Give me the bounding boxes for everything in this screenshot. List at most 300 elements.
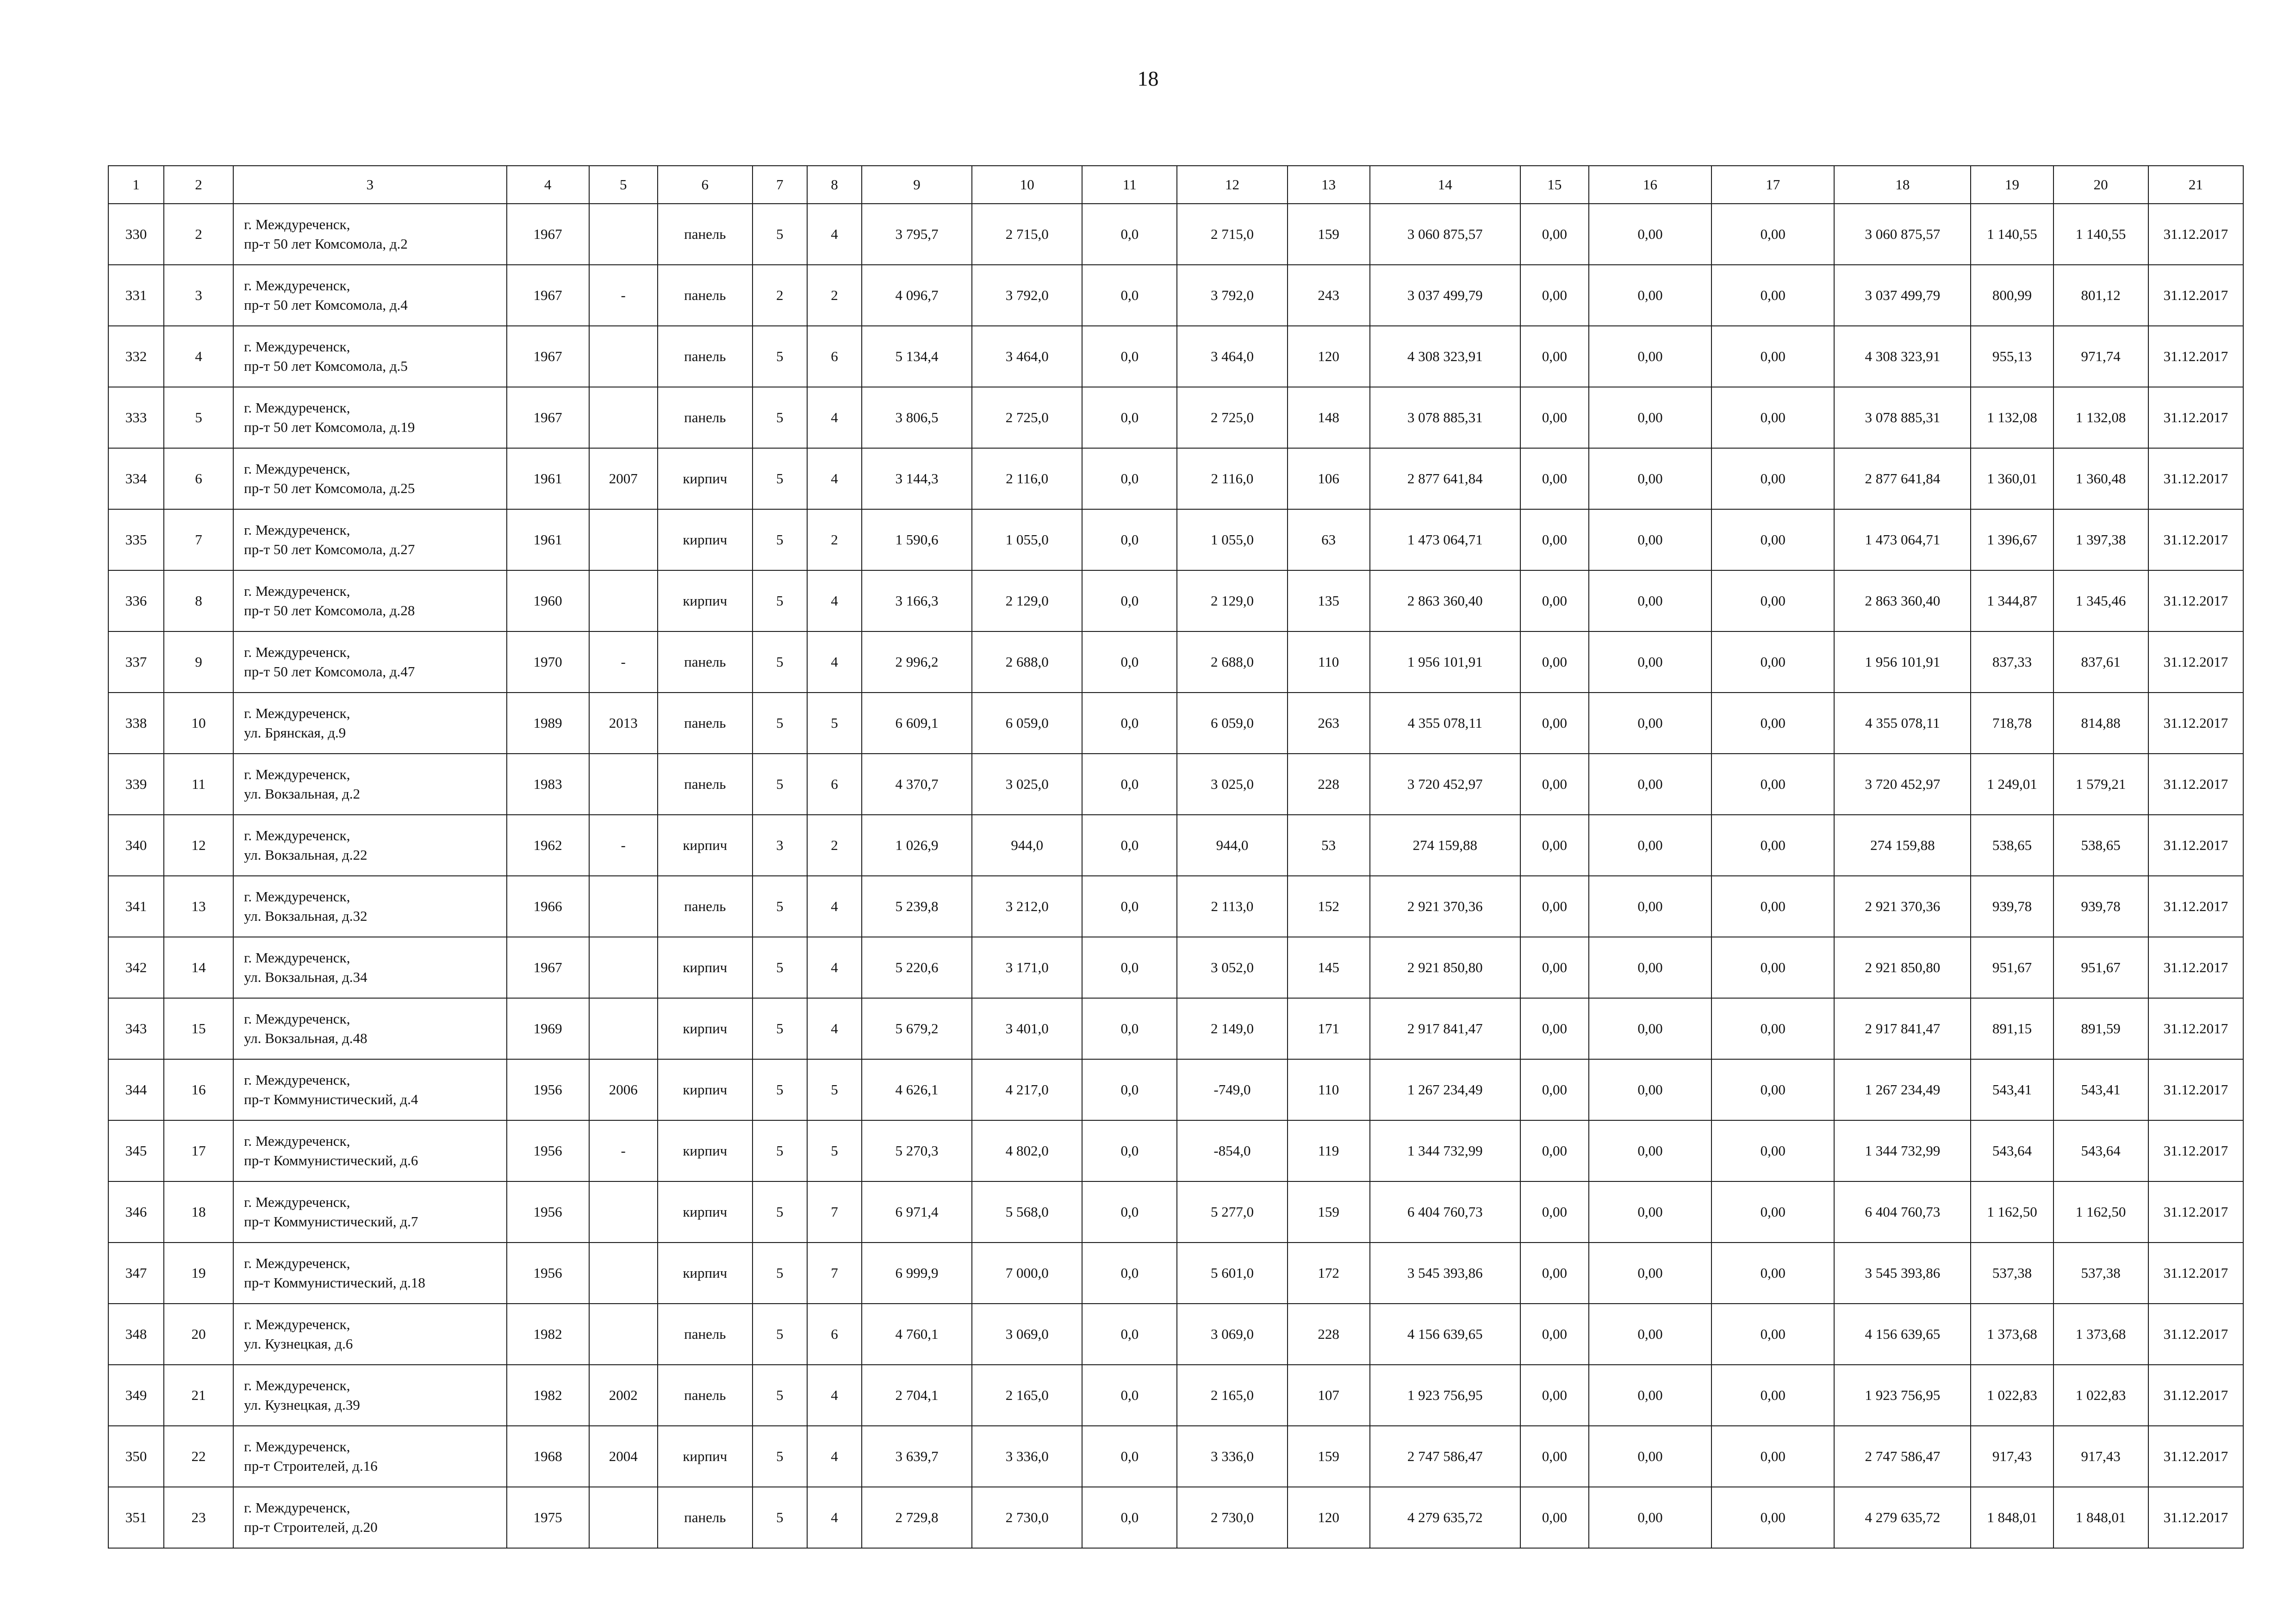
cell-col-12: 5 601,0 — [1177, 1243, 1287, 1304]
table-row — [108, 1243, 2243, 1304]
cell-sub-number: 13 — [164, 876, 233, 937]
cell-col-14: 3 060 875,57 — [1370, 204, 1520, 265]
cell-total-area: 3 795,7 — [862, 204, 972, 265]
cell-floors: 5 — [753, 1304, 807, 1365]
cell-col-12: 3 336,0 — [1177, 1426, 1287, 1487]
cell-entrances: 5 — [807, 693, 862, 754]
cell-col-17: 0,00 — [1711, 754, 1834, 815]
cell-col-12: 3 792,0 — [1177, 265, 1287, 326]
address-street: ул. Вокзальная, д.48 — [244, 1030, 367, 1046]
cell-col-12: 2 725,0 — [1177, 387, 1287, 448]
cell-address — [233, 876, 506, 937]
cell-col-12: 2 116,0 — [1177, 448, 1287, 509]
cell-total-area: 5 134,4 — [862, 326, 972, 387]
cell-col-17: 0,00 — [1711, 326, 1834, 387]
cell-address — [233, 387, 506, 448]
cell-date: 31.12.2017 — [2148, 693, 2243, 754]
cell-renovation-year — [589, 204, 658, 265]
cell-col-19: 537,38 — [1971, 1243, 2053, 1304]
cell-wall-material: панель — [658, 1487, 753, 1548]
table-row — [108, 876, 2243, 937]
address-city: г. Междуреченск, — [244, 1499, 350, 1516]
cell-col-20: 543,64 — [2053, 1120, 2148, 1181]
cell-entrances: 4 — [807, 1365, 862, 1426]
cell-col-18: 2 921 850,80 — [1834, 937, 1971, 998]
page-number: 18 — [1137, 67, 1159, 90]
cell-col-11: 0,0 — [1082, 1365, 1177, 1426]
cell-col-20: 1 373,68 — [2053, 1304, 2148, 1365]
cell-col-12: -854,0 — [1177, 1120, 1287, 1181]
cell-sub-number: 17 — [164, 1120, 233, 1181]
address-city: г. Междуреченск, — [244, 1377, 350, 1393]
cell-col-15: 0,00 — [1520, 1487, 1589, 1548]
address-city: г. Междуреченск, — [244, 949, 350, 966]
cell-wall-material: панель — [658, 754, 753, 815]
cell-address — [233, 326, 506, 387]
address-city: г. Междуреченск, — [244, 1194, 350, 1210]
cell-col-17: 0,00 — [1711, 1304, 1834, 1365]
cell-row-number: 349 — [108, 1365, 164, 1426]
cell-sub-number: 16 — [164, 1059, 233, 1120]
cell-date: 31.12.2017 — [2148, 1059, 2243, 1120]
address-street: пр-т Коммунистический, д.4 — [244, 1091, 418, 1107]
cell-row-number: 345 — [108, 1120, 164, 1181]
cell-col-13: 228 — [1288, 754, 1370, 815]
cell-col-11: 0,0 — [1082, 265, 1177, 326]
cell-address — [233, 448, 506, 509]
cell-build-year: 1970 — [507, 631, 589, 693]
address-city: г. Междуреченск, — [244, 583, 350, 599]
cell-floors: 5 — [753, 1059, 807, 1120]
cell-col-18: 3 060 875,57 — [1834, 204, 1971, 265]
cell-build-year: 1961 — [507, 509, 589, 570]
cell-address — [233, 754, 506, 815]
cell-col-12: 5 277,0 — [1177, 1181, 1287, 1243]
table-row — [108, 265, 2243, 326]
address-street: ул. Брянская, д.9 — [244, 725, 346, 741]
cell-floors: 5 — [753, 1243, 807, 1304]
cell-col-11: 0,0 — [1082, 693, 1177, 754]
table-header-cell: 7 — [753, 166, 807, 204]
address-city: г. Междуреченск, — [244, 1255, 350, 1271]
table-header-cell: 4 — [507, 166, 589, 204]
cell-col-16: 0,00 — [1589, 387, 1711, 448]
cell-renovation-year — [589, 1304, 658, 1365]
cell-col-13: 120 — [1288, 1487, 1370, 1548]
table-header-cell: 2 — [164, 166, 233, 204]
cell-col-14: 4 156 639,65 — [1370, 1304, 1520, 1365]
cell-col-20: 939,78 — [2053, 876, 2148, 937]
cell-col-16: 0,00 — [1589, 876, 1711, 937]
cell-total-area: 3 639,7 — [862, 1426, 972, 1487]
cell-col-14: 3 720 452,97 — [1370, 754, 1520, 815]
cell-living-area: 3 212,0 — [972, 876, 1082, 937]
cell-total-area: 2 704,1 — [862, 1365, 972, 1426]
cell-col-11: 0,0 — [1082, 1243, 1177, 1304]
cell-floors: 5 — [753, 326, 807, 387]
cell-total-area: 2 729,8 — [862, 1487, 972, 1548]
cell-col-19: 1 344,87 — [1971, 570, 2053, 631]
cell-col-13: 110 — [1288, 631, 1370, 693]
cell-wall-material: кирпич — [658, 998, 753, 1059]
cell-living-area: 2 715,0 — [972, 204, 1082, 265]
cell-col-18: 1 956 101,91 — [1834, 631, 1971, 693]
cell-col-13: 120 — [1288, 326, 1370, 387]
cell-col-20: 814,88 — [2053, 693, 2148, 754]
cell-renovation-year — [589, 387, 658, 448]
cell-build-year: 1968 — [507, 1426, 589, 1487]
cell-living-area: 2 730,0 — [972, 1487, 1082, 1548]
cell-col-13: 148 — [1288, 387, 1370, 448]
cell-col-19: 837,33 — [1971, 631, 2053, 693]
cell-address — [233, 1487, 506, 1548]
cell-date: 31.12.2017 — [2148, 631, 2243, 693]
cell-build-year: 1962 — [507, 815, 589, 876]
table-header-cell: 16 — [1589, 166, 1711, 204]
address-street: пр-т 50 лет Комсомола, д.5 — [244, 358, 408, 374]
address-street: пр-т 50 лет Комсомола, д.4 — [244, 297, 408, 313]
cell-renovation-year: - — [589, 265, 658, 326]
cell-renovation-year: - — [589, 631, 658, 693]
cell-col-13: 159 — [1288, 1181, 1370, 1243]
cell-col-12: 3 464,0 — [1177, 326, 1287, 387]
cell-col-12: -749,0 — [1177, 1059, 1287, 1120]
cell-col-12: 2 730,0 — [1177, 1487, 1287, 1548]
cell-address — [233, 204, 506, 265]
address-street: ул. Вокзальная, д.22 — [244, 847, 367, 863]
cell-col-17: 0,00 — [1711, 1487, 1834, 1548]
cell-col-17: 0,00 — [1711, 815, 1834, 876]
cell-renovation-year — [589, 937, 658, 998]
cell-col-15: 0,00 — [1520, 998, 1589, 1059]
cell-build-year: 1975 — [507, 1487, 589, 1548]
cell-col-20: 837,61 — [2053, 631, 2148, 693]
cell-address — [233, 1059, 506, 1120]
table-row — [108, 448, 2243, 509]
table-body — [108, 204, 2243, 1548]
cell-build-year: 1982 — [507, 1304, 589, 1365]
cell-col-16: 0,00 — [1589, 1365, 1711, 1426]
cell-col-15: 0,00 — [1520, 754, 1589, 815]
cell-col-15: 0,00 — [1520, 265, 1589, 326]
address-city: г. Междуреченск, — [244, 400, 350, 416]
cell-renovation-year: 2002 — [589, 1365, 658, 1426]
table-row — [108, 1365, 2243, 1426]
cell-date: 31.12.2017 — [2148, 1487, 2243, 1548]
housing-register-table — [108, 165, 2244, 1549]
cell-wall-material: кирпич — [658, 937, 753, 998]
cell-col-20: 1 132,08 — [2053, 387, 2148, 448]
table-header-cell: 19 — [1971, 166, 2053, 204]
cell-date: 31.12.2017 — [2148, 1243, 2243, 1304]
address-city: г. Междуреченск, — [244, 461, 350, 477]
cell-address — [233, 265, 506, 326]
cell-row-number: 347 — [108, 1243, 164, 1304]
cell-col-20: 1 140,55 — [2053, 204, 2148, 265]
cell-col-12: 944,0 — [1177, 815, 1287, 876]
cell-col-15: 0,00 — [1520, 1243, 1589, 1304]
cell-col-13: 152 — [1288, 876, 1370, 937]
cell-total-area: 5 239,8 — [862, 876, 972, 937]
cell-entrances: 4 — [807, 1487, 862, 1548]
cell-living-area: 6 059,0 — [972, 693, 1082, 754]
address-city: г. Междуреченск, — [244, 522, 350, 538]
cell-col-18: 2 921 370,36 — [1834, 876, 1971, 937]
cell-col-20: 1 345,46 — [2053, 570, 2148, 631]
cell-sub-number: 23 — [164, 1487, 233, 1548]
cell-floors: 5 — [753, 998, 807, 1059]
cell-entrances: 4 — [807, 998, 862, 1059]
cell-living-area: 2 165,0 — [972, 1365, 1082, 1426]
cell-col-11: 0,0 — [1082, 815, 1177, 876]
cell-living-area: 3 336,0 — [972, 1426, 1082, 1487]
cell-col-14: 2 917 841,47 — [1370, 998, 1520, 1059]
table-row — [108, 509, 2243, 570]
cell-entrances: 2 — [807, 509, 862, 570]
address-street: пр-т 50 лет Комсомола, д.47 — [244, 663, 415, 680]
cell-col-11: 0,0 — [1082, 387, 1177, 448]
cell-sub-number: 22 — [164, 1426, 233, 1487]
cell-wall-material: панель — [658, 265, 753, 326]
cell-total-area: 6 999,9 — [862, 1243, 972, 1304]
cell-sub-number: 3 — [164, 265, 233, 326]
cell-sub-number: 18 — [164, 1181, 233, 1243]
cell-col-13: 119 — [1288, 1120, 1370, 1181]
cell-col-16: 0,00 — [1589, 1243, 1711, 1304]
cell-col-12: 6 059,0 — [1177, 693, 1287, 754]
cell-col-18: 4 355 078,11 — [1834, 693, 1971, 754]
cell-col-11: 0,0 — [1082, 937, 1177, 998]
cell-address — [233, 1243, 506, 1304]
cell-col-18: 1 344 732,99 — [1834, 1120, 1971, 1181]
cell-col-19: 951,67 — [1971, 937, 2053, 998]
cell-date: 31.12.2017 — [2148, 387, 2243, 448]
cell-date: 31.12.2017 — [2148, 265, 2243, 326]
cell-col-19: 1 396,67 — [1971, 509, 2053, 570]
address-street: ул. Кузнецкая, д.39 — [244, 1397, 360, 1413]
table-row — [108, 387, 2243, 448]
cell-floors: 2 — [753, 265, 807, 326]
cell-col-19: 939,78 — [1971, 876, 2053, 937]
cell-col-18: 1 267 234,49 — [1834, 1059, 1971, 1120]
table-header-cell: 5 — [589, 166, 658, 204]
cell-address — [233, 1120, 506, 1181]
cell-col-16: 0,00 — [1589, 998, 1711, 1059]
address-street: пр-т 50 лет Комсомола, д.2 — [244, 236, 408, 252]
cell-entrances: 4 — [807, 387, 862, 448]
cell-col-16: 0,00 — [1589, 509, 1711, 570]
cell-floors: 5 — [753, 204, 807, 265]
cell-entrances: 4 — [807, 204, 862, 265]
cell-col-16: 0,00 — [1589, 448, 1711, 509]
cell-address — [233, 937, 506, 998]
cell-wall-material: панель — [658, 1304, 753, 1365]
address-city: г. Междуреченск, — [244, 1438, 350, 1455]
cell-col-14: 6 404 760,73 — [1370, 1181, 1520, 1243]
cell-col-14: 4 308 323,91 — [1370, 326, 1520, 387]
cell-date: 31.12.2017 — [2148, 1181, 2243, 1243]
cell-col-19: 1 360,01 — [1971, 448, 2053, 509]
cell-col-20: 1 022,83 — [2053, 1365, 2148, 1426]
cell-col-17: 0,00 — [1711, 1426, 1834, 1487]
cell-col-20: 1 579,21 — [2053, 754, 2148, 815]
cell-row-number: 335 — [108, 509, 164, 570]
cell-wall-material: кирпич — [658, 509, 753, 570]
cell-col-17: 0,00 — [1711, 1243, 1834, 1304]
cell-col-20: 1 397,38 — [2053, 509, 2148, 570]
cell-col-13: 135 — [1288, 570, 1370, 631]
address-city: г. Междуреченск, — [244, 277, 350, 294]
address-city: г. Междуреченск, — [244, 766, 350, 782]
table-row — [108, 998, 2243, 1059]
cell-floors: 3 — [753, 815, 807, 876]
cell-col-13: 171 — [1288, 998, 1370, 1059]
cell-living-area: 3 464,0 — [972, 326, 1082, 387]
cell-living-area: 3 171,0 — [972, 937, 1082, 998]
cell-col-15: 0,00 — [1520, 876, 1589, 937]
cell-build-year: 1989 — [507, 693, 589, 754]
address-street: ул. Кузнецкая, д.6 — [244, 1336, 353, 1352]
cell-date: 31.12.2017 — [2148, 815, 2243, 876]
cell-col-16: 0,00 — [1589, 570, 1711, 631]
cell-col-16: 0,00 — [1589, 204, 1711, 265]
cell-col-18: 3 078 885,31 — [1834, 387, 1971, 448]
cell-entrances: 6 — [807, 754, 862, 815]
cell-build-year: 1956 — [507, 1181, 589, 1243]
cell-col-16: 0,00 — [1589, 1181, 1711, 1243]
cell-sub-number: 9 — [164, 631, 233, 693]
cell-col-18: 1 923 756,95 — [1834, 1365, 1971, 1426]
cell-col-15: 0,00 — [1520, 570, 1589, 631]
cell-col-19: 800,99 — [1971, 265, 2053, 326]
cell-col-14: 1 267 234,49 — [1370, 1059, 1520, 1120]
cell-total-area: 5 220,6 — [862, 937, 972, 998]
table-row — [108, 204, 2243, 265]
cell-col-20: 1 162,50 — [2053, 1181, 2148, 1243]
cell-entrances: 4 — [807, 570, 862, 631]
cell-floors: 5 — [753, 387, 807, 448]
cell-living-area: 2 116,0 — [972, 448, 1082, 509]
cell-total-area: 6 971,4 — [862, 1181, 972, 1243]
cell-date: 31.12.2017 — [2148, 1426, 2243, 1487]
address-street: ул. Вокзальная, д.2 — [244, 786, 361, 802]
cell-date: 31.12.2017 — [2148, 876, 2243, 937]
cell-address — [233, 1426, 506, 1487]
address-city: г. Междуреченск, — [244, 827, 350, 843]
cell-col-16: 0,00 — [1589, 1487, 1711, 1548]
cell-col-12: 1 055,0 — [1177, 509, 1287, 570]
cell-col-18: 6 404 760,73 — [1834, 1181, 1971, 1243]
address-street: пр-т 50 лет Комсомола, д.27 — [244, 541, 415, 557]
cell-col-17: 0,00 — [1711, 937, 1834, 998]
cell-sub-number: 7 — [164, 509, 233, 570]
cell-col-13: 159 — [1288, 1426, 1370, 1487]
cell-address — [233, 1304, 506, 1365]
cell-col-11: 0,0 — [1082, 1120, 1177, 1181]
table-header-cell: 13 — [1288, 166, 1370, 204]
cell-floors: 5 — [753, 1120, 807, 1181]
cell-total-area: 4 626,1 — [862, 1059, 972, 1120]
cell-total-area: 1 026,9 — [862, 815, 972, 876]
cell-entrances: 2 — [807, 265, 862, 326]
cell-floors: 5 — [753, 1426, 807, 1487]
cell-col-15: 0,00 — [1520, 1120, 1589, 1181]
cell-col-11: 0,0 — [1082, 1426, 1177, 1487]
cell-col-20: 971,74 — [2053, 326, 2148, 387]
table-header-cell: 6 — [658, 166, 753, 204]
cell-col-19: 891,15 — [1971, 998, 2053, 1059]
cell-col-17: 0,00 — [1711, 1120, 1834, 1181]
cell-renovation-year: 2006 — [589, 1059, 658, 1120]
cell-col-11: 0,0 — [1082, 1487, 1177, 1548]
cell-floors: 5 — [753, 1365, 807, 1426]
cell-address — [233, 570, 506, 631]
cell-col-20: 1 848,01 — [2053, 1487, 2148, 1548]
cell-col-17: 0,00 — [1711, 631, 1834, 693]
cell-renovation-year — [589, 326, 658, 387]
cell-col-13: 263 — [1288, 693, 1370, 754]
cell-entrances: 4 — [807, 1426, 862, 1487]
cell-col-16: 0,00 — [1589, 1120, 1711, 1181]
cell-col-17: 0,00 — [1711, 1365, 1834, 1426]
cell-renovation-year — [589, 998, 658, 1059]
cell-renovation-year: - — [589, 1120, 658, 1181]
cell-col-13: 228 — [1288, 1304, 1370, 1365]
cell-total-area: 5 679,2 — [862, 998, 972, 1059]
cell-col-11: 0,0 — [1082, 570, 1177, 631]
cell-col-16: 0,00 — [1589, 1059, 1711, 1120]
cell-row-number: 341 — [108, 876, 164, 937]
cell-col-19: 1 162,50 — [1971, 1181, 2053, 1243]
cell-col-15: 0,00 — [1520, 1426, 1589, 1487]
address-street: ул. Вокзальная, д.32 — [244, 908, 367, 924]
table-header-cell: 14 — [1370, 166, 1520, 204]
table-header-cell: 1 — [108, 166, 164, 204]
cell-wall-material: панель — [658, 1365, 753, 1426]
cell-date: 31.12.2017 — [2148, 937, 2243, 998]
cell-renovation-year — [589, 509, 658, 570]
address-street: ул. Вокзальная, д.34 — [244, 969, 367, 985]
cell-renovation-year — [589, 570, 658, 631]
cell-living-area: 5 568,0 — [972, 1181, 1082, 1243]
address-city: г. Междуреченск, — [244, 1316, 350, 1332]
address-street: пр-т Строителей, д.16 — [244, 1458, 378, 1474]
cell-col-20: 538,65 — [2053, 815, 2148, 876]
cell-build-year: 1967 — [507, 265, 589, 326]
address-street: пр-т Строителей, д.20 — [244, 1519, 378, 1535]
cell-col-17: 0,00 — [1711, 509, 1834, 570]
cell-entrances: 7 — [807, 1243, 862, 1304]
cell-col-17: 0,00 — [1711, 265, 1834, 326]
cell-col-14: 274 159,88 — [1370, 815, 1520, 876]
cell-total-area: 2 996,2 — [862, 631, 972, 693]
cell-address — [233, 1181, 506, 1243]
cell-row-number: 339 — [108, 754, 164, 815]
table-row — [108, 1059, 2243, 1120]
cell-col-14: 4 279 635,72 — [1370, 1487, 1520, 1548]
cell-col-19: 1 022,83 — [1971, 1365, 2053, 1426]
cell-address — [233, 509, 506, 570]
cell-total-area: 5 270,3 — [862, 1120, 972, 1181]
cell-col-17: 0,00 — [1711, 387, 1834, 448]
cell-row-number: 343 — [108, 998, 164, 1059]
cell-build-year: 1956 — [507, 1243, 589, 1304]
cell-row-number: 350 — [108, 1426, 164, 1487]
address-city: г. Междуреченск, — [244, 1133, 350, 1149]
cell-floors: 5 — [753, 876, 807, 937]
cell-living-area: 4 802,0 — [972, 1120, 1082, 1181]
cell-col-20: 1 360,48 — [2053, 448, 2148, 509]
